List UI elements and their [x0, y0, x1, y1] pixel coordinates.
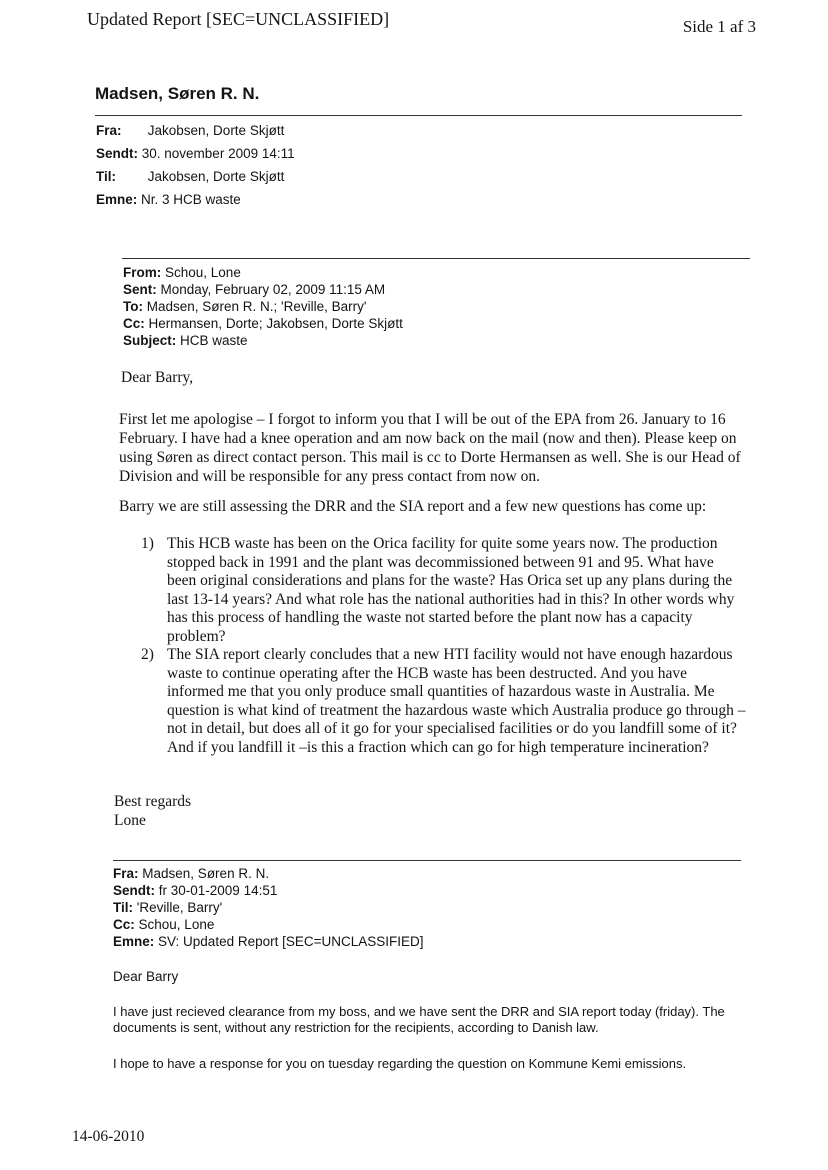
reply-divider	[113, 860, 741, 861]
forwarded-email-header	[123, 264, 403, 349]
header-divider	[95, 115, 742, 116]
signature: Lone	[114, 812, 146, 829]
to-label: Til:	[113, 900, 133, 915]
sent-label: Sendt:	[113, 883, 155, 898]
list-number: 1)	[141, 535, 154, 552]
from-label: Fra:	[113, 866, 139, 881]
closing-phrase: Best regards	[114, 793, 192, 810]
from-row	[96, 119, 295, 142]
to-label: Til:	[96, 169, 116, 184]
subject-value: SV: Updated Report [SEC=UNCLASSIFIED]	[158, 934, 424, 949]
greeting: Dear Barry,	[121, 369, 194, 386]
list-item	[141, 535, 746, 646]
outer-email-header	[96, 119, 295, 211]
list-item	[141, 646, 746, 757]
list-number: 2)	[141, 646, 154, 663]
from-label: Fra:	[96, 123, 122, 138]
page-number: Side 1 af 3	[682, 17, 756, 36]
cc-label: Cc:	[123, 316, 145, 331]
sent-value: 30. november 2009 14:11	[141, 146, 295, 161]
forward-divider	[122, 258, 750, 259]
body-paragraph: I have just recieved clearance from my boss, and we have sent the DRR and SIA report today (friday). The documents is sent, without any restriction for the recipients, according to Danish law.	[113, 1004, 725, 1035]
subject-value: HCB waste	[180, 333, 248, 348]
subject-value: Nr. 3 HCB waste	[141, 192, 241, 207]
sent-row	[96, 142, 295, 165]
subject-row	[96, 188, 295, 211]
mailbox-owner-name: Madsen, Søren R. N.	[95, 84, 260, 103]
body-paragraph: I hope to have a response for you on tuesday regarding the question on Kommune Kemi emissions.	[113, 1056, 687, 1071]
sent-label: Sendt:	[96, 146, 138, 161]
print-header-title: Updated Report [SEC=UNCLASSIFIED]	[87, 9, 390, 29]
body-paragraph: Barry we are still assessing the DRR and the SIA report and a few new questions has come up:	[119, 498, 707, 515]
to-value: Jakobsen, Dorte Skjøtt	[147, 169, 285, 184]
to-value: Madsen, Søren R. N.; 'Reville, Barry'	[146, 299, 367, 314]
greeting: Dear Barry	[113, 969, 179, 984]
from-value: Schou, Lone	[165, 265, 241, 280]
from-label: From:	[123, 265, 162, 280]
sent-value: Monday, February 02, 2009 11:15 AM	[160, 282, 386, 297]
list-item-text: The SIA report clearly concludes that a new HTI facility would not have enough hazardous waste to continue operating after the HCB waste has been destructed. And you have informed me that you only produce small quantities of hazardous waste in Australia. Me question is what kind of treatment the hazardous waste which Australia produce go through – not in detail, but does all of it go for your specialised facilities or do you landfill some of it? And if you landfill it –is this a fraction which can go for high temperature incineration?	[167, 646, 746, 756]
cc-label: Cc:	[113, 917, 135, 932]
from-value: Madsen, Søren R. N.	[142, 866, 270, 881]
sent-value: fr 30-01-2009 14:51	[158, 883, 278, 898]
earlier-email-header	[113, 865, 424, 950]
sent-label: Sent:	[123, 282, 157, 297]
to-value: 'Reville, Barry'	[136, 900, 223, 915]
subject-label: Emne:	[96, 192, 138, 207]
body-paragraph: First let me apologise – I forgot to inform you that I will be out of the EPA from 26. January to 16 February. I have had a knee operation and am now back on the mail (now and then). Please keep on using Søren as direct contact person. This mail is cc to Dorte Hermansen as well. She is our Head of Division and will be responsible for any press contact from now on.	[119, 411, 741, 485]
sign-off	[114, 792, 191, 830]
print-date: 14-06-2010	[72, 1128, 145, 1145]
cc-value: Schou, Lone	[138, 917, 215, 932]
from-value: Jakobsen, Dorte Skjøtt	[147, 123, 285, 138]
list-item-text: This HCB waste has been on the Orica facility for quite some years now. The production stopped back in 1991 and the plant was decommissioned between 91 and 95. What have been original considerations and plans for the waste? Has Orica set up any plans during the last 13-14 years? And what role has the national authorities had in this? In other words why has this process of handling the waste not started before the plant now has a capacity problem?	[167, 535, 735, 645]
to-label: To:	[123, 299, 143, 314]
cc-value: Hermansen, Dorte; Jakobsen, Dorte Skjøtt	[148, 316, 403, 331]
subject-label: Emne:	[113, 934, 155, 949]
subject-label: Subject:	[123, 333, 177, 348]
to-row	[96, 165, 295, 188]
